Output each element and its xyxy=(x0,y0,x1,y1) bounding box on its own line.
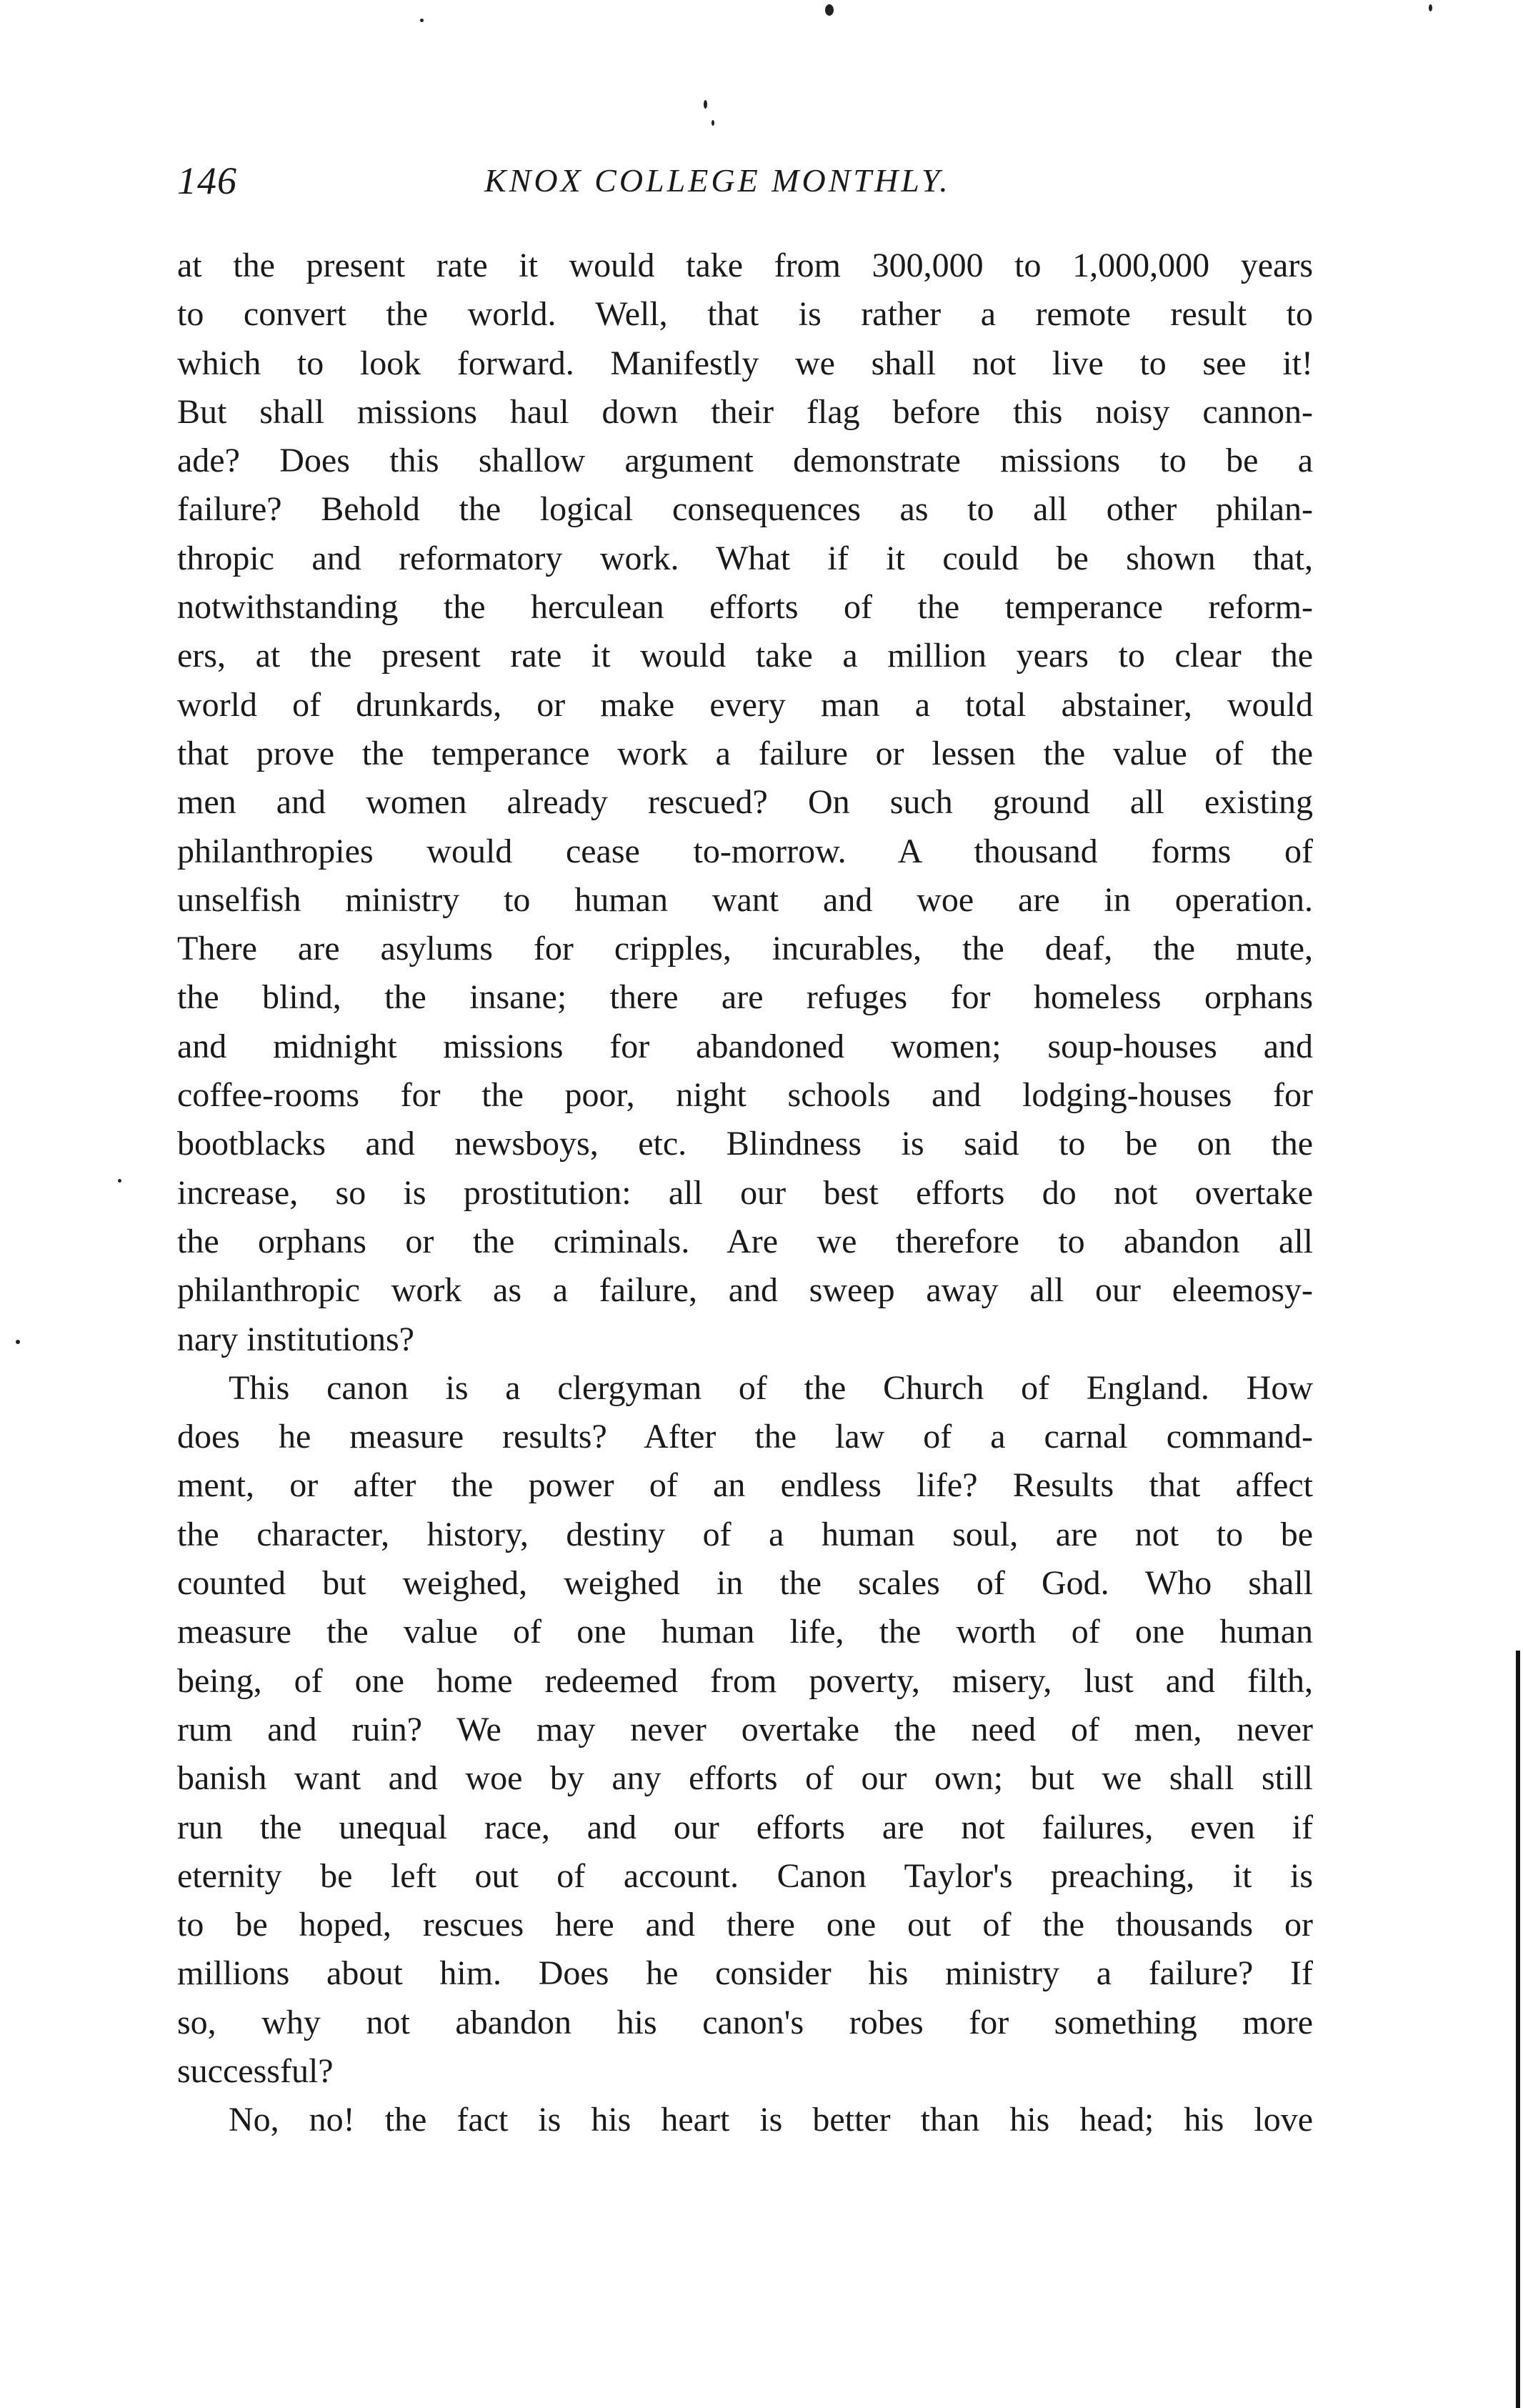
text-line: philanthropic work as a failure, and sweep away all our eleemosy- xyxy=(177,1271,1313,1310)
text-line: banish want and woe by any efforts of our own; but we shall still xyxy=(177,1759,1313,1798)
text-line: world of drunkards, or make every man a total abstainer, would xyxy=(177,685,1313,724)
text-line: notwithstanding the herculean efforts of the temperance reform- xyxy=(177,588,1313,627)
text-line: that prove the temperance work a failure or lessen the value of the xyxy=(177,734,1313,772)
text-line: which to look forward. Manifestly we shall not live to see it! xyxy=(177,344,1313,382)
text-line: successful? xyxy=(177,2051,334,2090)
scan-speck xyxy=(1429,4,1432,11)
text-line: nary institutions? xyxy=(177,1320,414,1358)
text-line: unselfish ministry to human want and woe are in operation. xyxy=(177,880,1313,919)
text-line: millions about him. Does he consider his ministry a failure? If xyxy=(177,1954,1313,1993)
paragraph-start-line: This canon is a clergyman of the Church of England. How xyxy=(229,1368,1313,1407)
text-line: eternity be left out of account. Canon Taylor's preaching, it is xyxy=(177,1856,1313,1895)
text-line: failure? Behold the logical consequences as to all other philan- xyxy=(177,490,1313,529)
text-line: measure the value of one human life, the worth of one human xyxy=(177,1613,1313,1651)
text-line: run the unequal race, and our efforts are not failures, even if xyxy=(177,1808,1313,1846)
text-line: philanthropies would cease to-morrow. A thousand forms of xyxy=(177,832,1313,870)
text-line: But shall missions haul down their flag before this noisy cannon- xyxy=(177,392,1313,431)
text-line: There are asylums for cripples, incurables, the deaf, the mute, xyxy=(177,930,1313,968)
text-line: the blind, the insane; there are refuges for homeless orphans xyxy=(177,978,1313,1017)
scan-edge-line xyxy=(1516,1651,1520,2408)
page-number: 146 xyxy=(177,159,237,202)
scan-speck xyxy=(704,100,707,109)
text-line: does he measure results? After the law of a carnal command- xyxy=(177,1418,1313,1456)
scan-speck xyxy=(711,120,714,126)
text-line: counted but weighed, weighed in the scales of God. Who shall xyxy=(177,1564,1313,1603)
text-line: and midnight missions for abandoned women; soup-houses and xyxy=(177,1027,1313,1065)
text-line: to convert the world. Well, that is rather a remote result to xyxy=(177,295,1313,334)
page-header xyxy=(177,159,1313,216)
text-line: to be hoped, rescues here and there one out of the thousands or xyxy=(177,1906,1313,1944)
text-line: ade? Does this shallow argument demonstrate missions to be a xyxy=(177,442,1313,480)
text-line: ers, at the present rate it would take a million years to clear the xyxy=(177,637,1313,675)
scan-speck xyxy=(118,1179,121,1183)
text-line: increase, so is prostitution: all our best efforts do not overtake xyxy=(177,1173,1313,1212)
text-line: men and women already rescued? On such ground all existing xyxy=(177,783,1313,822)
paragraph-start-line: No, no! the fact is his heart is better than his head; his love xyxy=(229,2101,1313,2139)
text-line: the orphans or the criminals. Are we therefore to abandon all xyxy=(177,1222,1313,1260)
text-line: the character, history, destiny of a human soul, are not to be xyxy=(177,1515,1313,1553)
scan-speck xyxy=(825,4,834,16)
text-line: so, why not abandon his canon's robes for something more xyxy=(177,2003,1313,2041)
scan-speck xyxy=(420,19,424,22)
text-line: at the present rate it would take from 300,000 to 1,000,000 years xyxy=(177,247,1313,284)
text-line: coffee-rooms for the poor, night schools and lodging-houses for xyxy=(177,1076,1313,1115)
running-title: KNOX COLLEGE MONTHLY. xyxy=(484,162,951,199)
scan-speck xyxy=(16,1340,20,1344)
text-line: thropic and reformatory work. What if it could be shown that, xyxy=(177,539,1313,577)
text-line: ment, or after the power of an endless life? Results that affect xyxy=(177,1466,1313,1505)
body-text xyxy=(177,242,1313,2145)
text-line: being, of one home redeemed from poverty, misery, lust and filth, xyxy=(177,1661,1313,1700)
text-line: bootblacks and newsboys, etc. Blindness is said to be on the xyxy=(177,1125,1313,1163)
text-line: rum and ruin? We may never overtake the need of men, never xyxy=(177,1710,1313,1748)
